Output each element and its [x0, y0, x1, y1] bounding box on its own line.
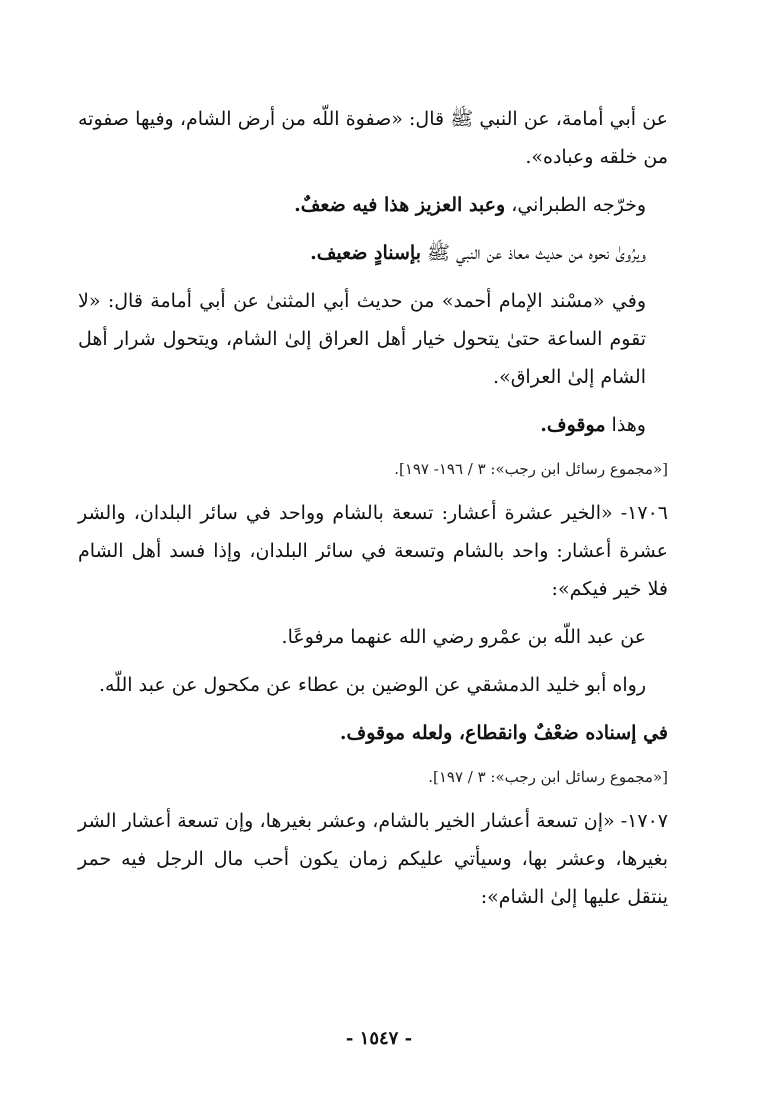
paragraph-text: عن أبي أمامة، عن النبي ﷺ قال: «صفوة اللّه من أرض الشام، وفيها صفوته من خلقه وعباده».	[78, 108, 668, 168]
paragraph-text: وفي «مسْند الإمام أحمد» من حديث أبي المثنىٰ عن أبي أمامة قال: «لا تقوم الساعة حتىٰ يتحول خيار أهل العراق إلىٰ الشام، ويتحول شرار أهل الشام إلىٰ العراق».	[78, 290, 646, 388]
paragraph-text: وهذا	[605, 414, 646, 436]
paragraph-4	[78, 282, 668, 396]
paragraph-text: رواه أبو خليد الدمشقي عن الوضين بن عطاء عن مكحول عن عبد اللّه.	[99, 674, 646, 696]
page-body	[78, 100, 668, 926]
paragraph-text: وخرّجه الطبراني،	[505, 194, 646, 216]
paragraph-text: ويرُوىٰ نحوه من حديث معاذ عن النبي ﷺ	[421, 242, 646, 264]
bold-text: موقوف.	[540, 414, 606, 436]
reference-2: [«مجموع رسائل ابن رجب»: ٣ / ١٩٧].	[428, 768, 668, 786]
paragraph-7	[78, 618, 668, 656]
paragraph-text: ١٧٠٧- «إن تسعة أعشار الخير بالشام، وعشر بغيرها، وإن تسعة أعشار الشر بغيرها، وعشر بها، وسيأتي عليكم زمان يكون أحب مال الرجل فيه حمر ينتقل عليها إلىٰ الشام»:	[78, 810, 668, 908]
hadith-1707	[78, 802, 668, 916]
bold-text: بإسنادٍ ضعيف.	[310, 242, 421, 264]
paragraph-2	[78, 186, 668, 224]
paragraph-text: ١٧٠٦- «الخير عشرة أعشار: تسعة بالشام وواحد في سائر البلدان، والشر عشرة أعشار: واحد بالشام وتسعة في سائر البلدان، وإذا فسد أهل الشام فلا خير فيكم»:	[78, 502, 668, 600]
reference-1: [«مجموع رسائل ابن رجب»: ٣ / ١٩٦- ١٩٧].	[394, 460, 668, 478]
paragraph-8	[78, 666, 668, 704]
paragraph-1	[78, 100, 668, 176]
paragraph-5	[78, 406, 668, 444]
page-number: - ١٥٤٧ -	[345, 1028, 413, 1049]
paragraph-text: عن عبد اللّه بن عمْرو رضي الله عنهما مرفوعًا.	[281, 626, 646, 648]
hadith-1706	[78, 494, 668, 608]
bold-text: في إسناده ضعْفٌ وانقطاع، ولعله موقوف.	[339, 722, 668, 744]
paragraph-3	[78, 234, 668, 272]
paragraph-9	[78, 714, 668, 752]
bold-text: وعبد العزيز هذا فيه ضعفٌ.	[294, 194, 506, 216]
